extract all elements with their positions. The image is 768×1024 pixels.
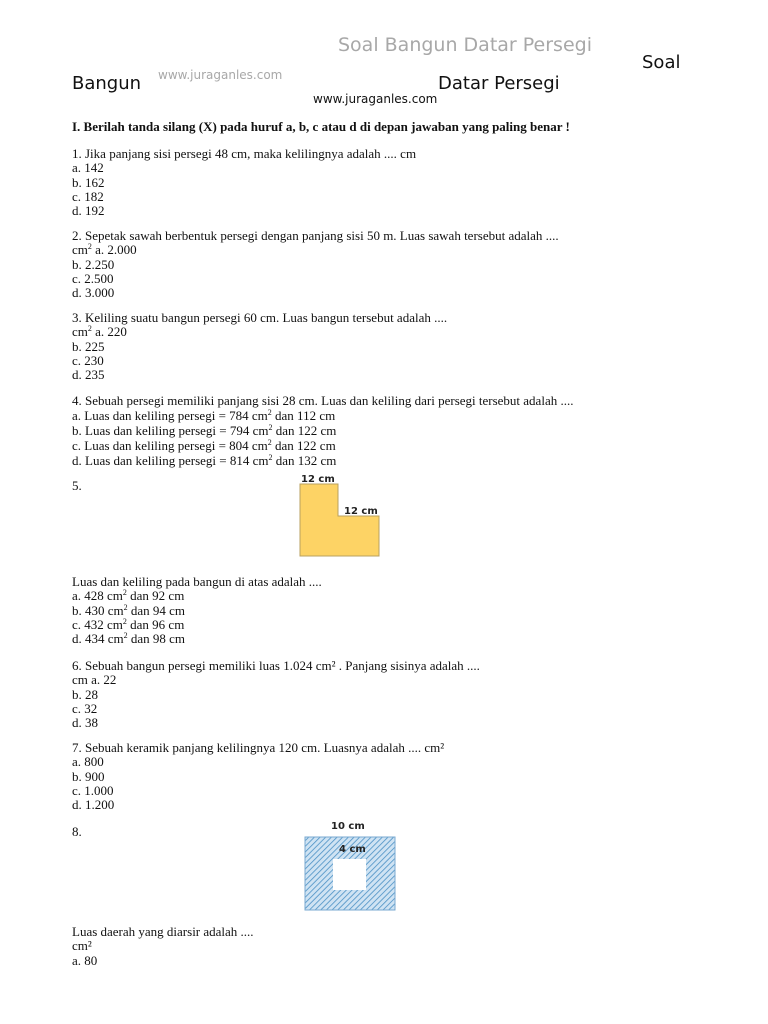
figure-label-outer: 10 cm [331,821,365,832]
option-a-text: a. Luas dan keliling persegi = 784 cm [72,408,268,423]
option-c-text: c. 432 cm [72,616,123,632]
option-c[interactable]: c. Luas dan keliling persegi = 804 $cm^2$ dan 122 cm [72,438,336,453]
option-b[interactable]: b. 28 [72,686,98,702]
question-text: 4. Sebuah persegi memiliki panjang sisi 28 cm. Luas dan keliling dari persegi tersebut adalah .... [72,393,574,408]
option-c[interactable]: c. 1.000 [72,782,114,798]
question-5-number: 5. [72,478,82,493]
header-soal: Soal [642,52,681,73]
option-b[interactable]: b. 2.250 [72,256,115,272]
question-text: Luas dan keliling pada bangun di atas adalah .... [72,574,322,589]
l-shape-figure [296,470,386,560]
question-3 [72,311,447,382]
option-a[interactable]: a. 428 $cm^2$ dan 92 cm [72,588,185,604]
option-a[interactable]: a. 80 [72,952,98,968]
option-d[interactable]: d. 1.200 [72,797,115,813]
question-2 [72,229,559,300]
hatched-square-figure [300,817,400,913]
option-d[interactable]: d. 3.000 [72,285,115,301]
question-text: 1. Jika panjang sisi persegi 48 cm, maka kelilingnya adalah .... cm [72,146,417,161]
question-text: Luas daerah yang diarsir adalah .... [72,924,254,939]
option-d-tail: dan 98 cm [127,631,186,647]
option-b[interactable]: b. Luas dan keliling persegi = 794 $cm^2$ dan 122 cm [72,423,337,438]
question-text: 7. Sebuah keramik panjang kelilingnya 120 cm. Luasnya adalah .... cm² [72,740,445,755]
option-d-text: d. 434 cm [72,631,124,647]
unit: cm² [72,938,92,954]
option-c[interactable]: c. 182 [72,188,104,204]
option-a[interactable]: $cm^2$ a. 2.000 [72,242,137,258]
option-d[interactable]: d. 38 [72,715,98,731]
l-shape [300,484,379,556]
option-c[interactable]: c. 2.500 [72,270,114,286]
figure-label-inner: 4 cm [339,844,366,855]
question-1 [72,147,416,218]
option-b[interactable]: b. 430 $cm^2$ dan 94 cm [72,602,186,618]
option-d[interactable]: d. 192 [72,203,105,219]
option-a-tail: dan 112 cm [271,408,336,423]
question-8 [72,925,254,968]
option-a-text: a. 428 cm [72,588,123,604]
option-c[interactable]: c. 432 $cm^2$ dan 96 cm [72,616,185,632]
option-a[interactable]: cm a. 22 [72,672,117,688]
option-a-tail: dan 92 cm [126,588,185,604]
question-6 [72,659,480,730]
option-c-tail: dan 96 cm [126,616,185,632]
option-a[interactable]: $cm^2$ a. 220 [72,324,127,340]
question-text: 3. Keliling suatu bangun persegi 60 cm. Luas bangun tersebut adalah .... [72,310,448,325]
header-datar-persegi: Datar Persegi [438,73,560,94]
unit: cm [72,242,88,258]
option-d[interactable]: d. 434 $cm^2$ dan 98 cm [72,631,186,647]
question-5 [72,575,322,646]
option-d[interactable]: d. Luas dan keliling persegi = 814 $cm^2$ dan 132 cm [72,453,337,468]
watermark-url: www.juraganles.com [158,68,283,82]
watermark-title: Soal Bangun Datar Persegi [338,34,592,56]
figure-label-top: 12 cm [301,474,335,485]
header-url: www.juraganles.com [313,92,438,106]
question-text: 2. Sepetak sawah berbentuk persegi dengan panjang sisi 50 m. Luas sawah tersebut adalah .... [72,228,559,243]
option-d-text: d. Luas dan keliling persegi = 814 cm [72,453,269,468]
option-b[interactable]: b. 162 [72,174,105,190]
option-b[interactable]: b. 225 [72,338,105,354]
option-b-tail: dan 122 cm [272,423,337,438]
option-b-tail: dan 94 cm [127,602,186,618]
option-a[interactable]: a. 142 [72,160,104,176]
option-c[interactable]: c. 32 [72,700,98,716]
question-8-number: 8. [72,824,82,839]
option-a-value: a. 2.000 [91,242,137,258]
figure-label-side: 12 cm [344,506,378,517]
option-c-tail: dan 122 cm [271,438,336,453]
inner-square [333,859,366,890]
instruction: I. Berilah tanda silang (X) pada huruf a, b, c atau d di depan jawaban yang paling benar ! [72,119,570,134]
option-c-text: c. Luas dan keliling persegi = 804 cm [72,438,268,453]
option-b-text: b. 430 cm [72,602,124,618]
unit: cm [72,324,88,340]
question-7 [72,741,444,812]
option-d-tail: dan 132 cm [272,453,337,468]
option-b[interactable]: b. 900 [72,768,105,784]
option-a-value: a. 220 [91,324,127,340]
option-a[interactable]: a. 800 [72,754,104,770]
option-d[interactable]: d. 235 [72,367,105,383]
option-a[interactable]: a. Luas dan keliling persegi = 784 $cm^2$ dan 112 cm [72,408,336,423]
header-bangun: Bangun [72,73,142,94]
question-4 [72,393,573,468]
option-c[interactable]: c. 230 [72,352,104,368]
option-b-text: b. Luas dan keliling persegi = 794 cm [72,423,269,438]
question-text: 6. Sebuah bangun persegi memiliki luas 1.024 cm² . Panjang sisinya adalah .... [72,658,480,673]
